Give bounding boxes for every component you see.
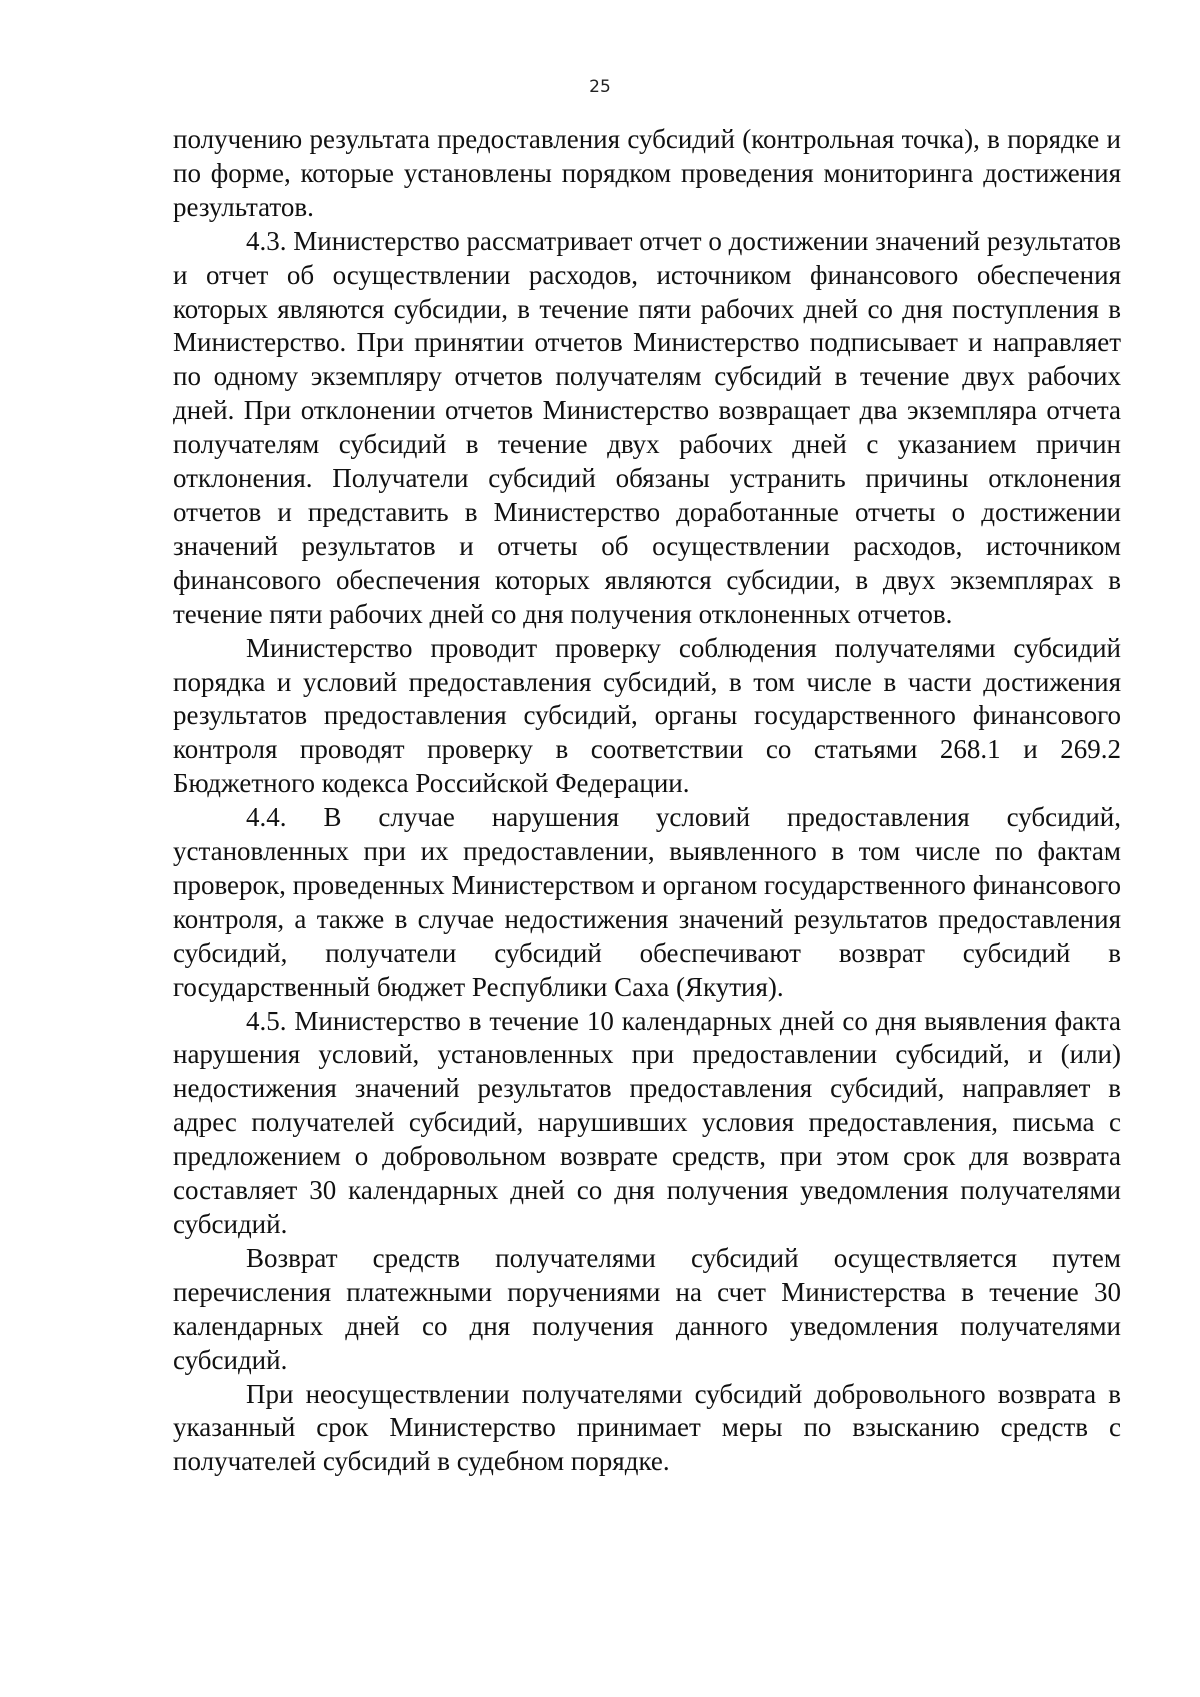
paragraph-audit: Министерство проводит проверку соблюдения получателями субсидий порядка и условий предоставления субсидий, в том числе в части достижения результатов предоставления субсидий, органы государственного финансового контроля проводят проверку в соответствии со статьями 268.1 и 269.2 Бюджетного кодекса Российской Федерации. — [173, 632, 1121, 799]
paragraph-4-4: 4.4. В случае нарушения условий предоставления субсидий, установленных при их предоставлении, выявленного в том числе по фактам проверок, проведенных Министерством и органом государственного финансового контроля, а также в случае недостижения значений результатов предоставления субсидий, получатели субсидий обеспечивают возврат субсидий в государственный бюджет Республики Саха (Якутия). — [173, 802, 1121, 1002]
paragraph-continuation: получению результата предоставления субсидий (контрольная точка), в порядке и по форме, которые установлены порядком проведения мониторинга достижения результатов. — [173, 124, 1121, 222]
paragraph-court: При неосуществлении получателями субсидий добровольного возврата в указанный срок Министерство принимает меры по взысканию средств с получателей субсидий в судебном порядке. — [173, 1378, 1121, 1477]
paragraph-4-3: 4.3. Министерство рассматривает отчет о достижении значений результатов и отчет об осуществлении расходов, источником финансового обеспечения которых являются субсидии, в течение пяти рабочих дней со дня поступления в Министерство. При принятии отчетов Министерство подписывает и направляет по одному экземпляру отчетов получателям субсидий в течение двух рабочих дней. При отклонении отчетов Министерство возвращает два экземпляра отчета получателям субсидий в течение двух рабочих дней с указанием причин отклонения. Получатели субсидий обязаны устранить причины отклонения отчетов и представить в Министерство доработанные отчеты о достижении значений результатов и отчеты об осуществлении расходов, источником финансового обеспечения которых являются субсидии, в двух экземплярах в течение пяти рабочих дней со дня получения отклоненных отчетов. — [173, 225, 1121, 629]
page-number: 25 — [589, 77, 611, 97]
document-body — [173, 123, 1121, 1479]
paragraph-refund: Возврат средств получателями субсидий осуществляется путем перечисления платежными поручениями на счет Министерства в течение 30 календарных дней со дня получения данного уведомления получателями субсидий. — [173, 1242, 1121, 1375]
paragraph-4-5: 4.5. Министерство в течение 10 календарных дней со дня выявления факта нарушения условий, установленных при предоставлении субсидий, и (или) недостижения значений результатов предоставления субсидий, направляет в адрес получателей субсидий, нарушивших условия предоставления, письма с предложением о добровольном возврате средств, при этом срок для возврата составляет 30 календарных дней со дня получения уведомления получателями субсидий. — [173, 1005, 1121, 1239]
